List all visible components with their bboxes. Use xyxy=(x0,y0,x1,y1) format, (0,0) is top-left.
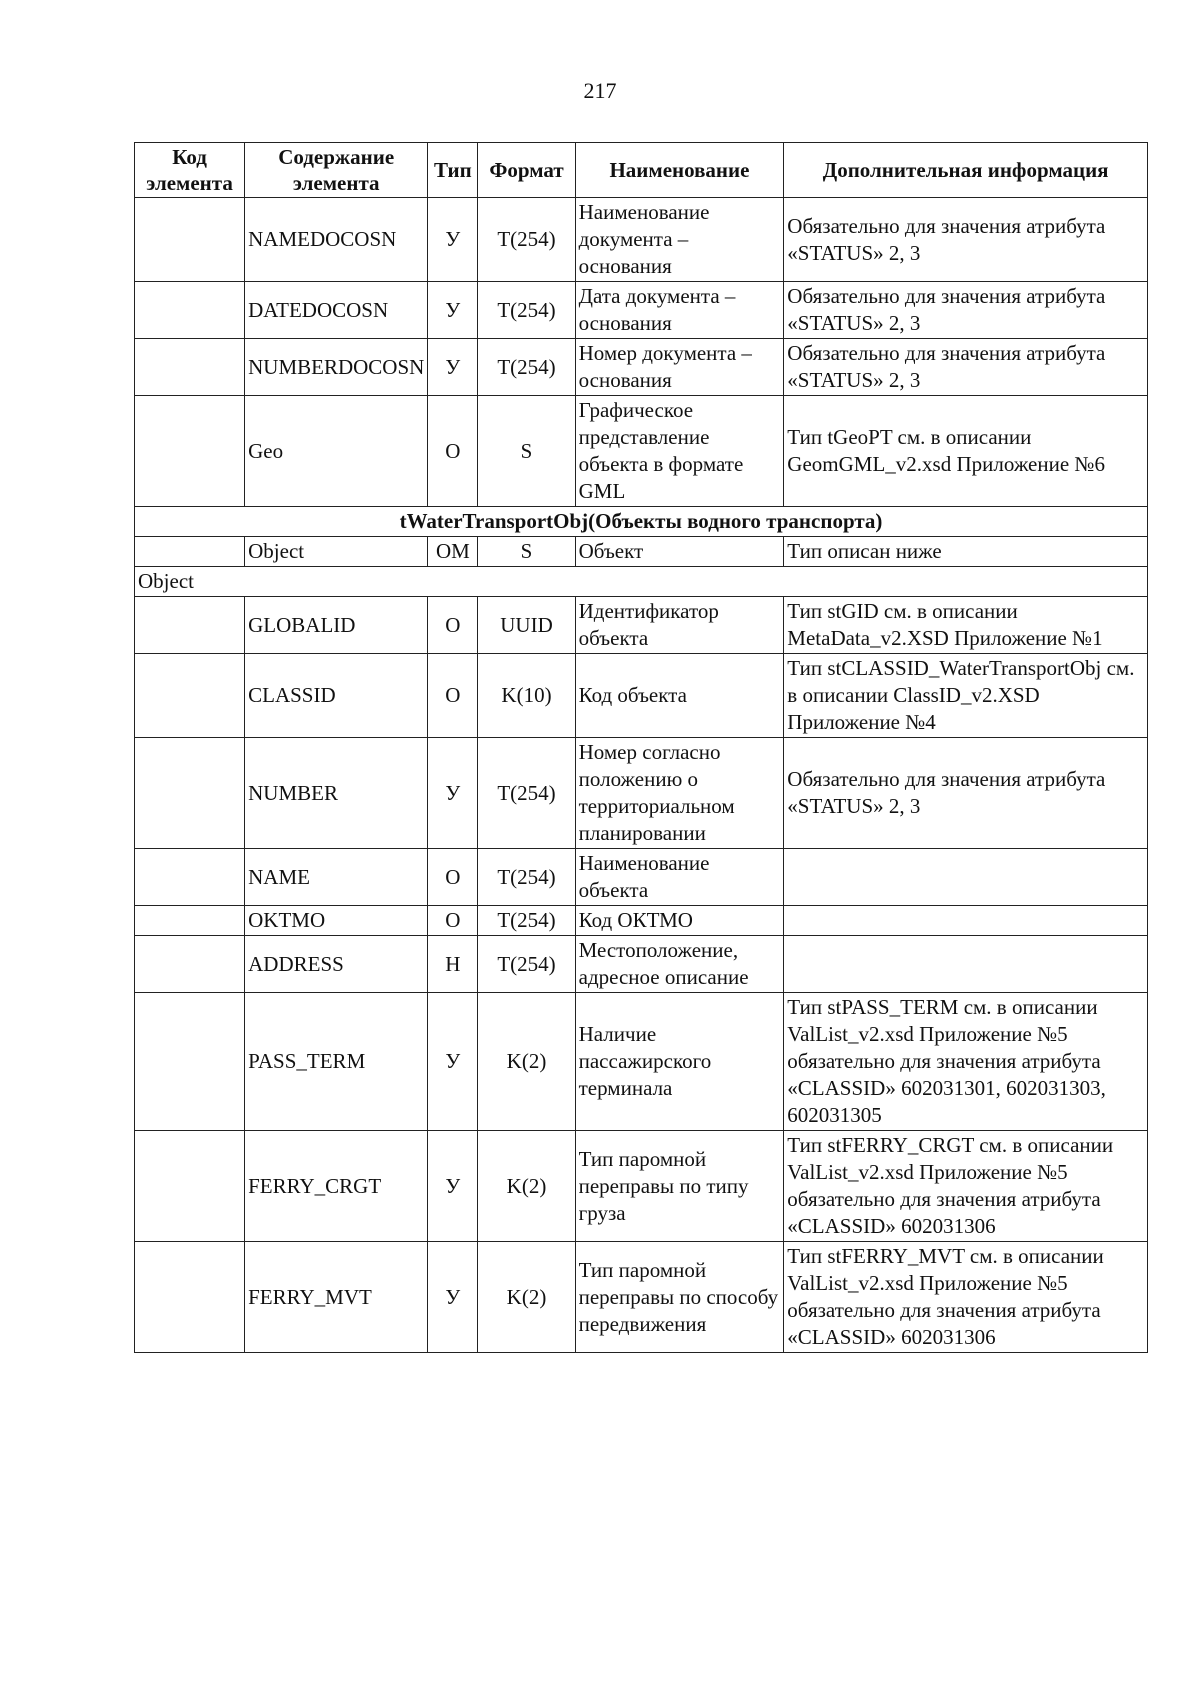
table-row xyxy=(135,654,1148,738)
cell-code xyxy=(135,198,245,282)
cell-type: O xyxy=(428,906,478,936)
cell-type: У xyxy=(428,1131,478,1242)
cell-type: O xyxy=(428,654,478,738)
header-info: Дополнительная информация xyxy=(784,143,1148,198)
cell-code xyxy=(135,1131,245,1242)
table-row xyxy=(135,936,1148,993)
cell-type: OM xyxy=(428,537,478,567)
cell-info: Тип stFERRY_MVT см. в описании ValList_v2.xsd Приложение №5 обязательно для значения атрибута «CLASSID» 602031306 xyxy=(784,1242,1148,1353)
cell-code xyxy=(135,537,245,567)
cell-type: O xyxy=(428,597,478,654)
cell-format: T(254) xyxy=(478,339,575,396)
cell-content: NUMBER xyxy=(245,738,428,849)
cell-code xyxy=(135,654,245,738)
cell-code xyxy=(135,849,245,906)
cell-name: Идентификатор объекта xyxy=(575,597,784,654)
cell-content: Object xyxy=(245,537,428,567)
cell-name: Объект xyxy=(575,537,784,567)
page-number: 217 xyxy=(583,78,617,103)
cell-content: GLOBALID xyxy=(245,597,428,654)
cell-format: K(2) xyxy=(478,1131,575,1242)
element-spec-table xyxy=(134,142,1148,1353)
cell-name: Номер документа – основания xyxy=(575,339,784,396)
table-header-row xyxy=(135,143,1148,198)
cell-info xyxy=(784,906,1148,936)
cell-code xyxy=(135,936,245,993)
cell-type: У xyxy=(428,738,478,849)
header-format: Формат xyxy=(478,143,575,198)
cell-code xyxy=(135,993,245,1131)
cell-info: Тип описан ниже xyxy=(784,537,1148,567)
cell-format: S xyxy=(478,537,575,567)
table-row xyxy=(135,993,1148,1131)
cell-info: Обязательно для значения атрибута «STATUS» 2, 3 xyxy=(784,198,1148,282)
cell-info: Обязательно для значения атрибута «STATUS» 2, 3 xyxy=(784,282,1148,339)
cell-name: Наличие пассажирского терминала xyxy=(575,993,784,1131)
cell-code xyxy=(135,1242,245,1353)
group-row xyxy=(135,567,1148,597)
cell-format: K(10) xyxy=(478,654,575,738)
cell-content: ADDRESS xyxy=(245,936,428,993)
cell-code xyxy=(135,339,245,396)
table-row xyxy=(135,282,1148,339)
cell-content: OKTMO xyxy=(245,906,428,936)
cell-name: Наименование документа – основания xyxy=(575,198,784,282)
table-row xyxy=(135,597,1148,654)
cell-content: DATEDOCOSN xyxy=(245,282,428,339)
cell-format: UUID xyxy=(478,597,575,654)
table-row xyxy=(135,1131,1148,1242)
cell-content: NAME xyxy=(245,849,428,906)
cell-content: FERRY_MVT xyxy=(245,1242,428,1353)
cell-type: У xyxy=(428,198,478,282)
cell-content: CLASSID xyxy=(245,654,428,738)
group-title: Object xyxy=(135,567,1148,597)
header-name: Наименование xyxy=(575,143,784,198)
cell-type: O xyxy=(428,396,478,507)
section-title: tWaterTransportObj(Объекты водного транспорта) xyxy=(135,507,1148,537)
cell-name: Код ОКТМО xyxy=(575,906,784,936)
table-row xyxy=(135,537,1148,567)
header-code: Код элемента xyxy=(135,143,245,198)
header-type: Тип xyxy=(428,143,478,198)
cell-format: T(254) xyxy=(478,936,575,993)
table-row xyxy=(135,849,1148,906)
cell-code xyxy=(135,738,245,849)
cell-content: Geo xyxy=(245,396,428,507)
cell-content: NUMBERDOCOSN xyxy=(245,339,428,396)
cell-content: PASS_TERM xyxy=(245,993,428,1131)
cell-format: T(254) xyxy=(478,849,575,906)
section-row xyxy=(135,507,1148,537)
cell-info: Обязательно для значения атрибута «STATUS» 2, 3 xyxy=(784,738,1148,849)
cell-name: Тип паромной переправы по способу передвижения xyxy=(575,1242,784,1353)
cell-name: Номер согласно положению о территориальном планировании xyxy=(575,738,784,849)
cell-type: У xyxy=(428,993,478,1131)
header-content: Содержание элемента xyxy=(245,143,428,198)
cell-info xyxy=(784,936,1148,993)
cell-type: Н xyxy=(428,936,478,993)
cell-info: Тип stGID см. в описании MetaData_v2.XSD Приложение №1 xyxy=(784,597,1148,654)
cell-code xyxy=(135,396,245,507)
cell-type: У xyxy=(428,339,478,396)
table-row xyxy=(135,396,1148,507)
cell-info xyxy=(784,849,1148,906)
cell-format: K(2) xyxy=(478,1242,575,1353)
cell-type: У xyxy=(428,1242,478,1353)
cell-format: T(254) xyxy=(478,198,575,282)
cell-code xyxy=(135,282,245,339)
cell-code xyxy=(135,597,245,654)
cell-format: T(254) xyxy=(478,282,575,339)
table-row xyxy=(135,198,1148,282)
cell-name: Тип паромной переправы по типу груза xyxy=(575,1131,784,1242)
cell-name: Наименование объекта xyxy=(575,849,784,906)
cell-info: Обязательно для значения атрибута «STATUS» 2, 3 xyxy=(784,339,1148,396)
table-row xyxy=(135,339,1148,396)
cell-code xyxy=(135,906,245,936)
cell-info: Тип stCLASSID_WaterTransportObj см. в описании ClassID_v2.XSD Приложение №4 xyxy=(784,654,1148,738)
cell-name: Код объекта xyxy=(575,654,784,738)
cell-info: Тип tGeoPT см. в описании GeomGML_v2.xsd Приложение №6 xyxy=(784,396,1148,507)
cell-content: FERRY_CRGT xyxy=(245,1131,428,1242)
cell-name: Графическое представление объекта в формате GML xyxy=(575,396,784,507)
table-row xyxy=(135,906,1148,936)
cell-format: T(254) xyxy=(478,738,575,849)
cell-format: K(2) xyxy=(478,993,575,1131)
cell-info: Тип stFERRY_CRGT см. в описании ValList_v2.xsd Приложение №5 обязательно для значения атрибута «CLASSID» 602031306 xyxy=(784,1131,1148,1242)
table-row xyxy=(135,738,1148,849)
cell-type: O xyxy=(428,849,478,906)
cell-name: Дата документа – основания xyxy=(575,282,784,339)
cell-info: Тип stPASS_TERM см. в описании ValList_v2.xsd Приложение №5 обязательно для значения атрибута «CLASSID» 602031301, 602031303, 602031305 xyxy=(784,993,1148,1131)
cell-name: Местоположение, адресное описание xyxy=(575,936,784,993)
cell-type: У xyxy=(428,282,478,339)
table-body-top xyxy=(135,198,1148,1353)
cell-format: S xyxy=(478,396,575,507)
table-row xyxy=(135,1242,1148,1353)
cell-format: T(254) xyxy=(478,906,575,936)
cell-content: NAMEDOCOSN xyxy=(245,198,428,282)
